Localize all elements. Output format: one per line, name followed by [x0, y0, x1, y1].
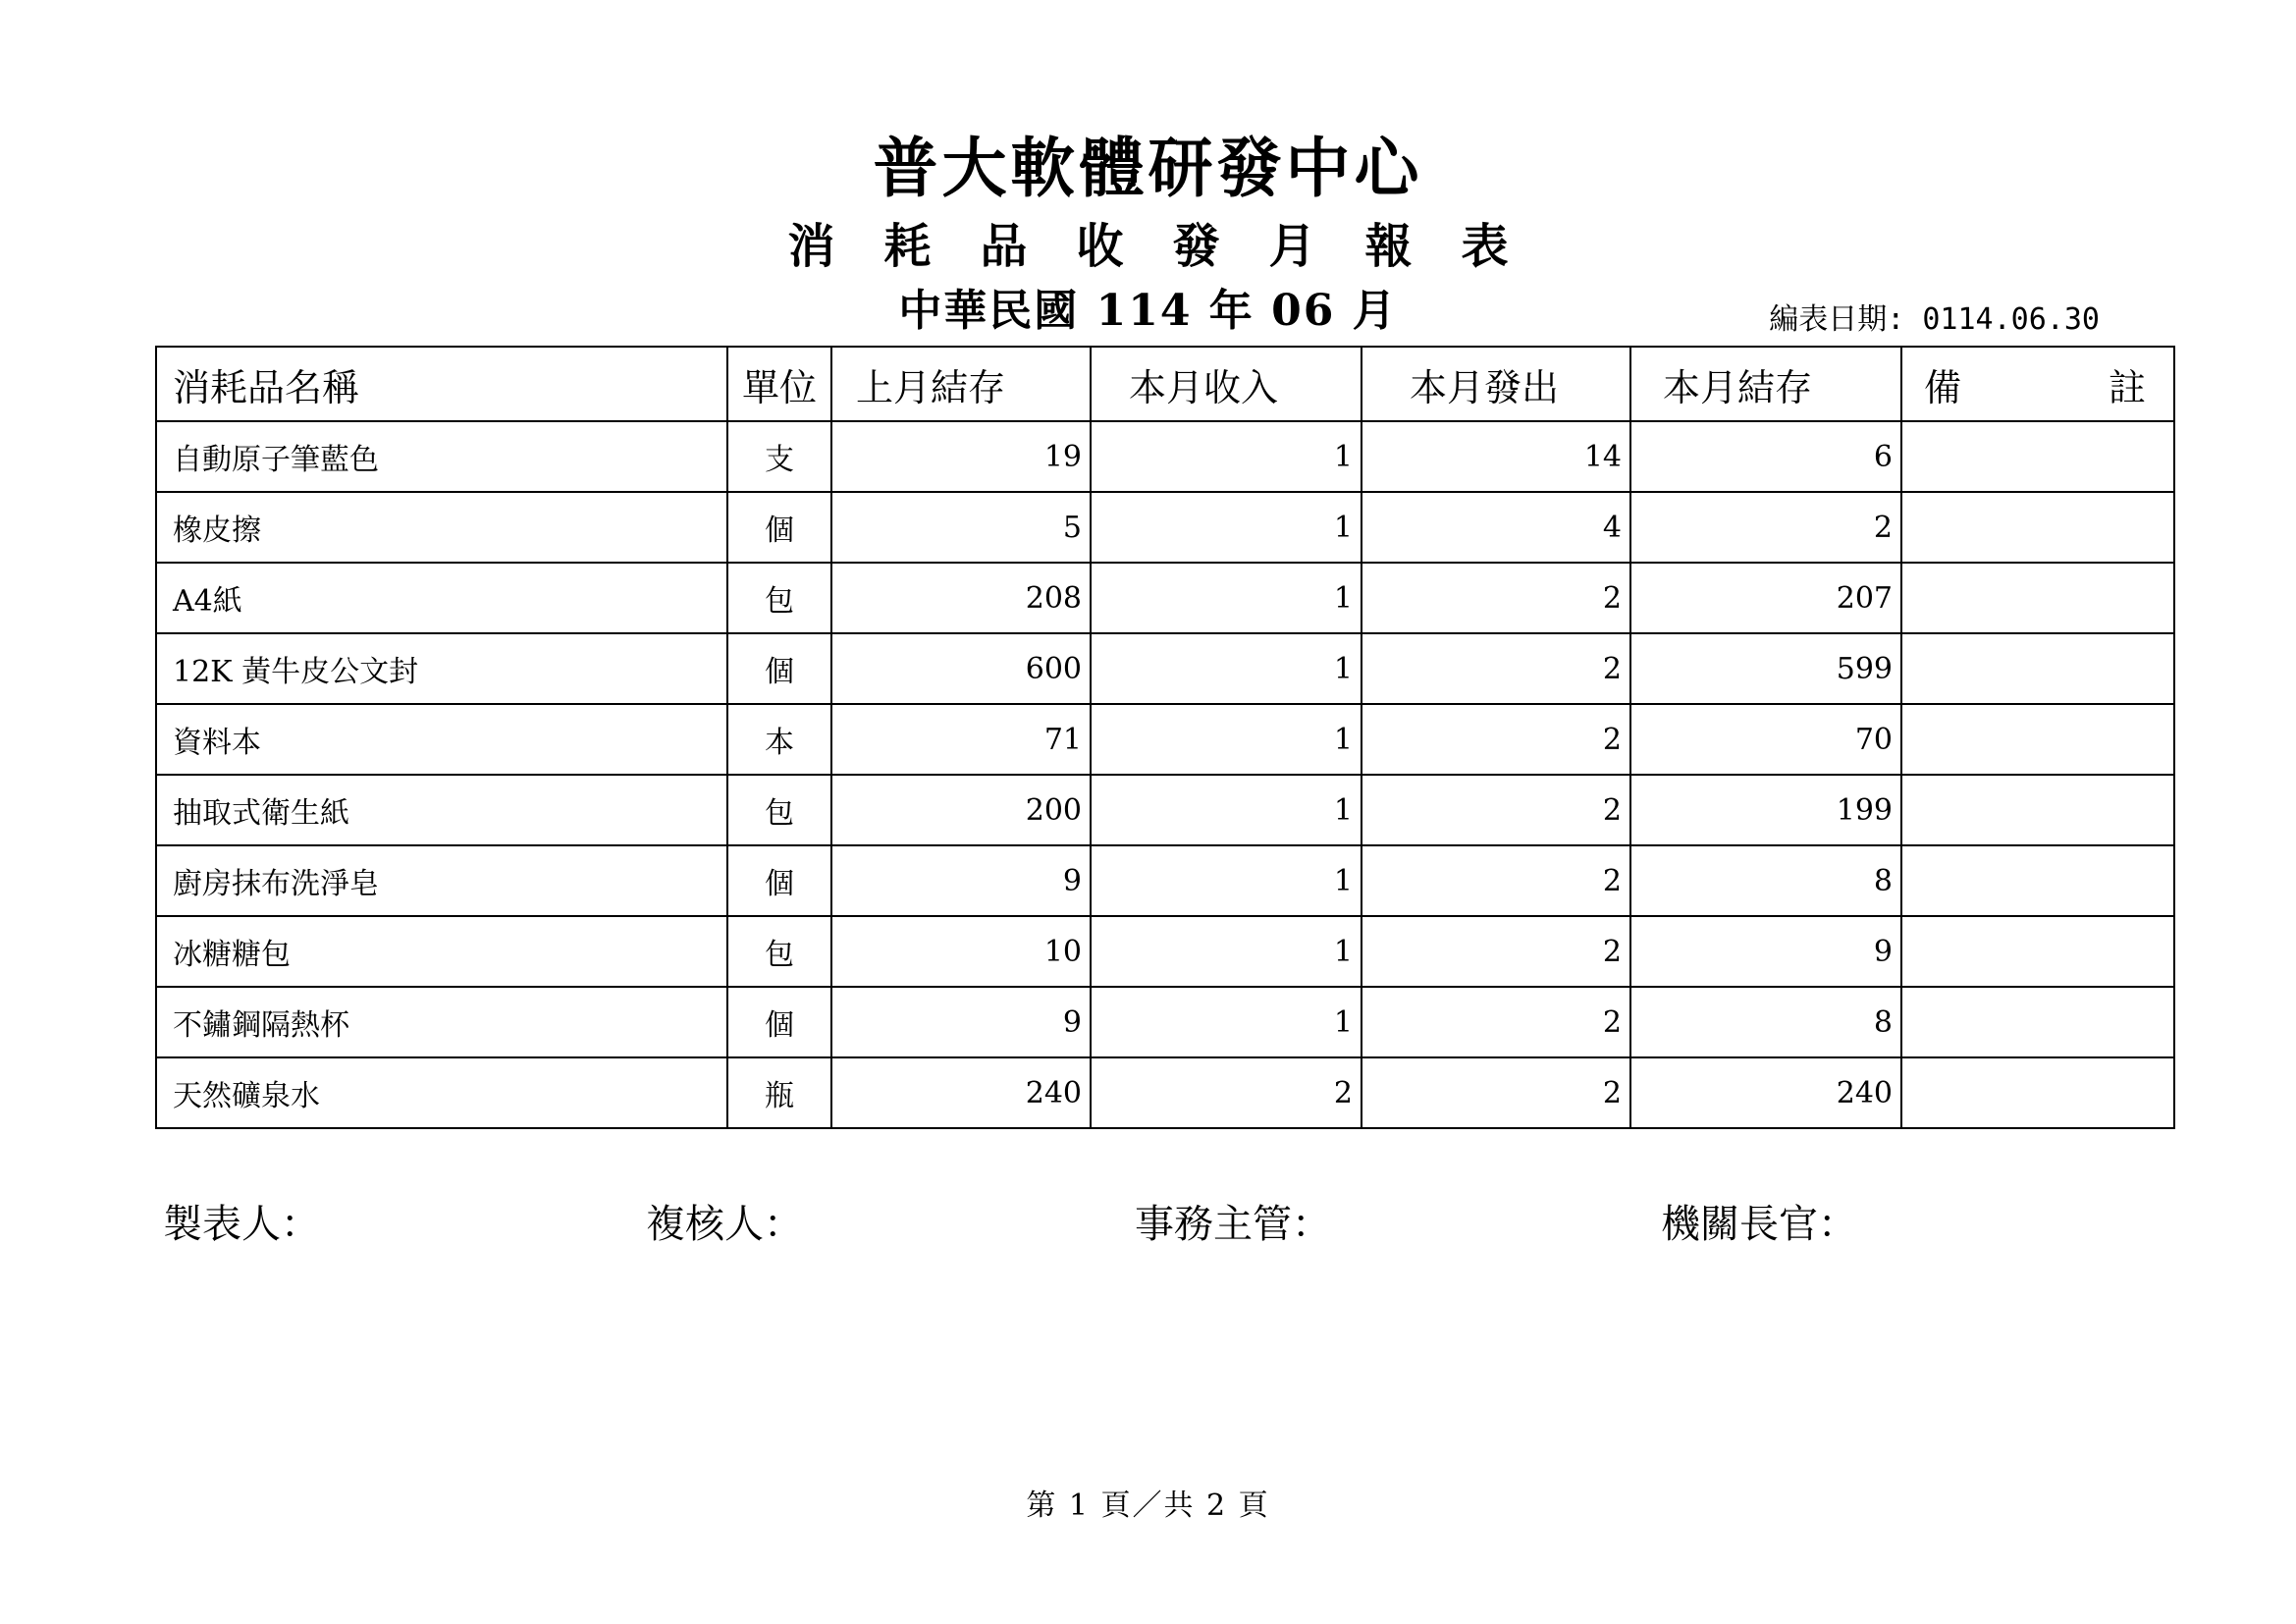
cell-balance: 8: [1630, 845, 1901, 916]
cell-issued: 2: [1362, 987, 1630, 1057]
table-row: [156, 845, 2174, 916]
cell-issued: 2: [1362, 775, 1630, 845]
cell-prev-balance: 600: [831, 633, 1091, 704]
table-row: [156, 492, 2174, 563]
cell-received: 1: [1091, 563, 1362, 633]
cell-remark: [1901, 775, 2174, 845]
table-row: [156, 633, 2174, 704]
cell-issued: 14: [1362, 421, 1630, 492]
cell-issued: 2: [1362, 845, 1630, 916]
cell-unit: 支: [727, 421, 831, 492]
cell-received: 1: [1091, 421, 1362, 492]
cell-prev-balance: 200: [831, 775, 1091, 845]
cell-unit: 個: [727, 492, 831, 563]
cell-item-name: 資料本: [156, 704, 727, 775]
cell-item-name: 抽取式衛生紙: [156, 775, 727, 845]
agency-head-label: 機關長官：: [1661, 1202, 1857, 1247]
cell-item-name: 自動原子筆藍色: [156, 421, 727, 492]
cell-item-name: A4紙: [156, 563, 727, 633]
report-period: 中華民國 114 年 06 月: [898, 286, 1398, 336]
cell-balance: 199: [1630, 775, 1901, 845]
cell-remark: [1901, 563, 2174, 633]
col-header-unit: 單位: [727, 347, 831, 421]
cell-received: 1: [1091, 987, 1362, 1057]
table-row: [156, 987, 2174, 1057]
col-header-issued: 本月發出: [1362, 347, 1630, 421]
cell-received: 1: [1091, 775, 1362, 845]
cell-item-name: 天然礦泉水: [156, 1057, 727, 1128]
cell-balance: 70: [1630, 704, 1901, 775]
cell-balance: 8: [1630, 987, 1901, 1057]
report-title: 消耗品收發月報表: [787, 219, 1558, 274]
cell-unit: 包: [727, 775, 831, 845]
cell-prev-balance: 71: [831, 704, 1091, 775]
table-row: [156, 704, 2174, 775]
cell-issued: 2: [1362, 916, 1630, 987]
affairs-supervisor-label: 事務主管：: [1135, 1202, 1331, 1247]
col-header-name: 消耗品名稱: [156, 347, 727, 421]
cell-received: 1: [1091, 916, 1362, 987]
cell-prev-balance: 5: [831, 492, 1091, 563]
remark-header-char-a: 備: [1924, 365, 1962, 409]
cell-item-name: 冰糖糖包: [156, 916, 727, 987]
cell-received: 1: [1091, 845, 1362, 916]
cell-item-name: 廚房抹布洗淨皂: [156, 845, 727, 916]
cell-prev-balance: 9: [831, 845, 1091, 916]
cell-received: 1: [1091, 704, 1362, 775]
cell-balance: 599: [1630, 633, 1901, 704]
table-body: [156, 421, 2174, 1128]
col-header-balance: 本月結存: [1630, 347, 1901, 421]
table-row: [156, 1057, 2174, 1128]
cell-balance: 6: [1630, 421, 1901, 492]
table-row: [156, 775, 2174, 845]
cell-prev-balance: 240: [831, 1057, 1091, 1128]
cell-unit: 個: [727, 633, 831, 704]
table-row: [156, 563, 2174, 633]
cell-balance: 240: [1630, 1057, 1901, 1128]
cell-prev-balance: 19: [831, 421, 1091, 492]
cell-prev-balance: 208: [831, 563, 1091, 633]
cell-issued: 4: [1362, 492, 1630, 563]
cell-item-name: 12K 黃牛皮公文封: [156, 633, 727, 704]
cell-balance: 9: [1630, 916, 1901, 987]
cell-issued: 2: [1362, 704, 1630, 775]
signature-line: [0, 1193, 2296, 1252]
cell-unit: 包: [727, 563, 831, 633]
cell-remark: [1901, 633, 2174, 704]
cell-unit: 本: [727, 704, 831, 775]
cell-remark: [1901, 987, 2174, 1057]
cell-remark: [1901, 492, 2174, 563]
reviewer-label: 複核人：: [646, 1202, 803, 1247]
preparer-label: 製表人：: [163, 1202, 320, 1247]
table-row: [156, 916, 2174, 987]
cell-balance: 2: [1630, 492, 1901, 563]
col-header-prev-balance: 上月結存: [831, 347, 1091, 421]
table-header-row: [156, 347, 2174, 421]
cell-received: 2: [1091, 1057, 1362, 1128]
cell-unit: 瓶: [727, 1057, 831, 1128]
table-row: [156, 421, 2174, 492]
cell-balance: 207: [1630, 563, 1901, 633]
cell-issued: 2: [1362, 563, 1630, 633]
cell-prev-balance: 9: [831, 987, 1091, 1057]
cell-item-name: 不鏽鋼隔熱杯: [156, 987, 727, 1057]
cell-remark: [1901, 421, 2174, 492]
cell-unit: 包: [727, 916, 831, 987]
cell-remark: [1901, 1057, 2174, 1128]
cell-remark: [1901, 845, 2174, 916]
cell-received: 1: [1091, 492, 1362, 563]
cell-issued: 2: [1362, 1057, 1630, 1128]
cell-received: 1: [1091, 633, 1362, 704]
cell-unit: 個: [727, 987, 831, 1057]
cell-prev-balance: 10: [831, 916, 1091, 987]
cell-issued: 2: [1362, 633, 1630, 704]
cell-remark: [1901, 916, 2174, 987]
cell-item-name: 橡皮擦: [156, 492, 727, 563]
cell-remark: [1901, 704, 2174, 775]
col-header-remarks: [1901, 347, 2174, 421]
compile-date: 編表日期: 0114.06.30: [1769, 302, 2100, 337]
col-header-received: 本月收入: [1091, 347, 1362, 421]
cell-unit: 個: [727, 845, 831, 916]
org-title: 普大軟體研發中心: [873, 130, 1423, 206]
page-number: 第 1 頁／共 2 頁: [1026, 1489, 1270, 1523]
consumables-table: [155, 346, 2175, 1129]
remark-header-char-b: 註: [2108, 365, 2146, 409]
